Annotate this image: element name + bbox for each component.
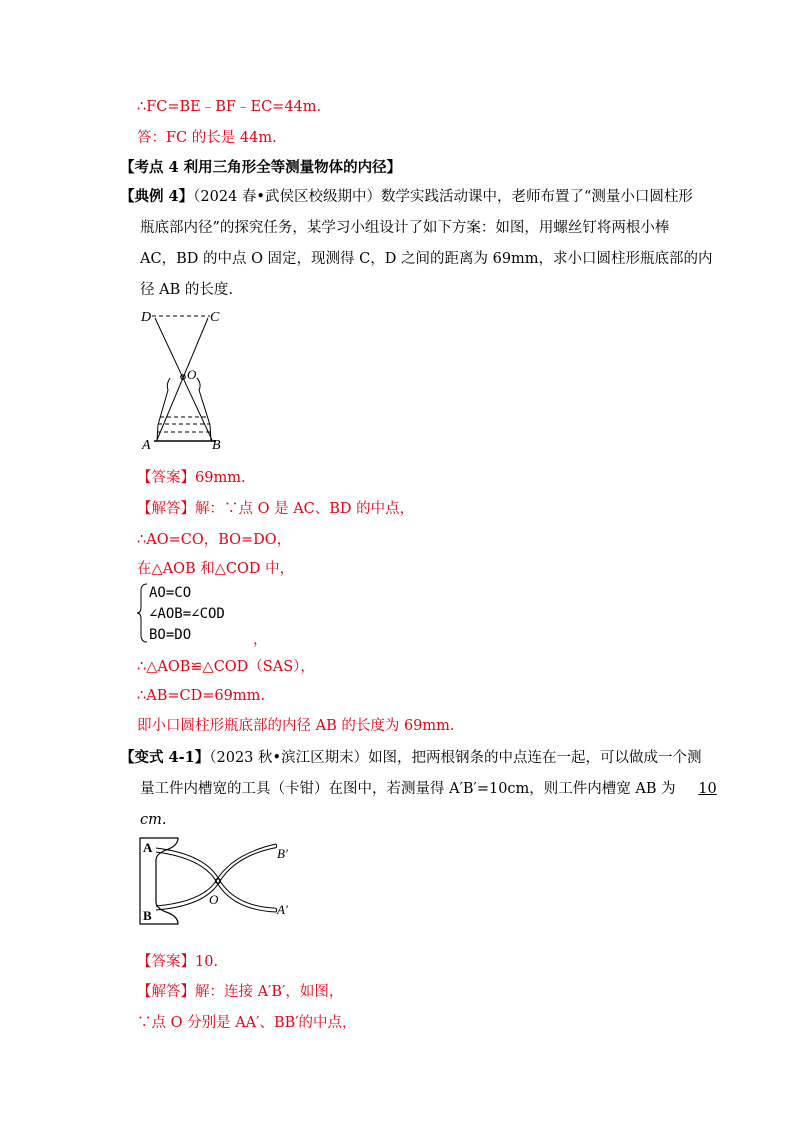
solution-step: ∴AO=CO，BO=DO， xyxy=(137,532,292,548)
variation-text-line-3: cm. xyxy=(140,812,167,828)
example-header xyxy=(120,187,693,207)
example-tag: 【典例 4】 xyxy=(120,188,194,205)
solution-answer-line: 答：FC 的长是 44m. xyxy=(137,130,277,146)
system-brace xyxy=(137,583,149,643)
solution-conclusion: 即小口圆柱形瓶底部的内径 AB 的长度为 69mm. xyxy=(137,718,455,734)
label-a-prime: A′ xyxy=(277,902,288,917)
solution-step: 【解答】解：∵点 O 是 AC、BD 的中点， xyxy=(137,501,415,517)
variation-header xyxy=(120,748,702,768)
answer-blank: 10 xyxy=(698,781,717,797)
section-heading: 【考点 4 利用三角形全等测量物体的内径】 xyxy=(120,159,402,176)
label-b: B xyxy=(143,908,152,923)
answer-line: 【答案】69mm. xyxy=(137,470,246,486)
label-c: C xyxy=(210,310,220,325)
solution-step: 在△AOB 和△COD 中， xyxy=(137,561,295,577)
label-d: D xyxy=(141,310,152,325)
variation-tag: 【变式 4-1】 xyxy=(120,749,210,766)
variation-text: 量工件内槽宽的工具（卡钳）在图中，若测量得 A′B′=10cm，则工件内槽宽 AB 为 xyxy=(140,781,676,797)
solution-line: ∴FC=BE﹣BF﹣EC=44m. xyxy=(137,99,322,115)
example-text-line-3: AC，BD 的中点 O 固定，现测得 C，D 之间的距离为 69mm，求小口圆柱形瓶底部的内 xyxy=(140,251,713,267)
label-a: A xyxy=(142,438,151,453)
system-equation-1: AO=CO xyxy=(149,585,192,601)
system-comma: ， xyxy=(253,632,268,648)
label-o: O xyxy=(187,367,197,382)
example-text-line-4: 径 AB 的长度. xyxy=(140,282,233,298)
caliper-diagram xyxy=(136,836,306,928)
solution-step: ∴AB=CD=69mm. xyxy=(137,688,265,704)
system-equation-3: BO=DO xyxy=(149,627,192,643)
solution-step: 【解答】解：连接 A′B′，如图， xyxy=(137,984,344,1000)
label-o: O xyxy=(209,892,219,907)
variation-text-line-1: （2023 秋•滨江区期末）如图，把两根钢条的中点连在一起，可以做成一个测 xyxy=(209,750,702,766)
bottle-diagram xyxy=(130,300,240,455)
example-text-line-2: 瓶底部内径”的探究任务，某学习小组设计了如下方案：如图，用螺丝钉将两根小棒 xyxy=(140,220,670,236)
label-b: B xyxy=(212,438,221,453)
solution-step: ∴△AOB≌△COD（SAS）， xyxy=(137,659,315,675)
label-a: A xyxy=(143,840,153,855)
system-equation-2: ∠AOB=∠COD xyxy=(149,606,225,622)
label-b-prime: B′ xyxy=(277,846,288,861)
variation-text-line-2 xyxy=(140,779,723,799)
solution-step: ∵点 O 分别是 AA′、BB′的中点， xyxy=(137,1015,357,1031)
example-text-line-1: （2024 春•武侯区校级期中）数学实践活动课中，老师布置了“测量小口圆柱形 xyxy=(193,189,693,205)
answer-line: 【答案】10. xyxy=(137,954,219,970)
